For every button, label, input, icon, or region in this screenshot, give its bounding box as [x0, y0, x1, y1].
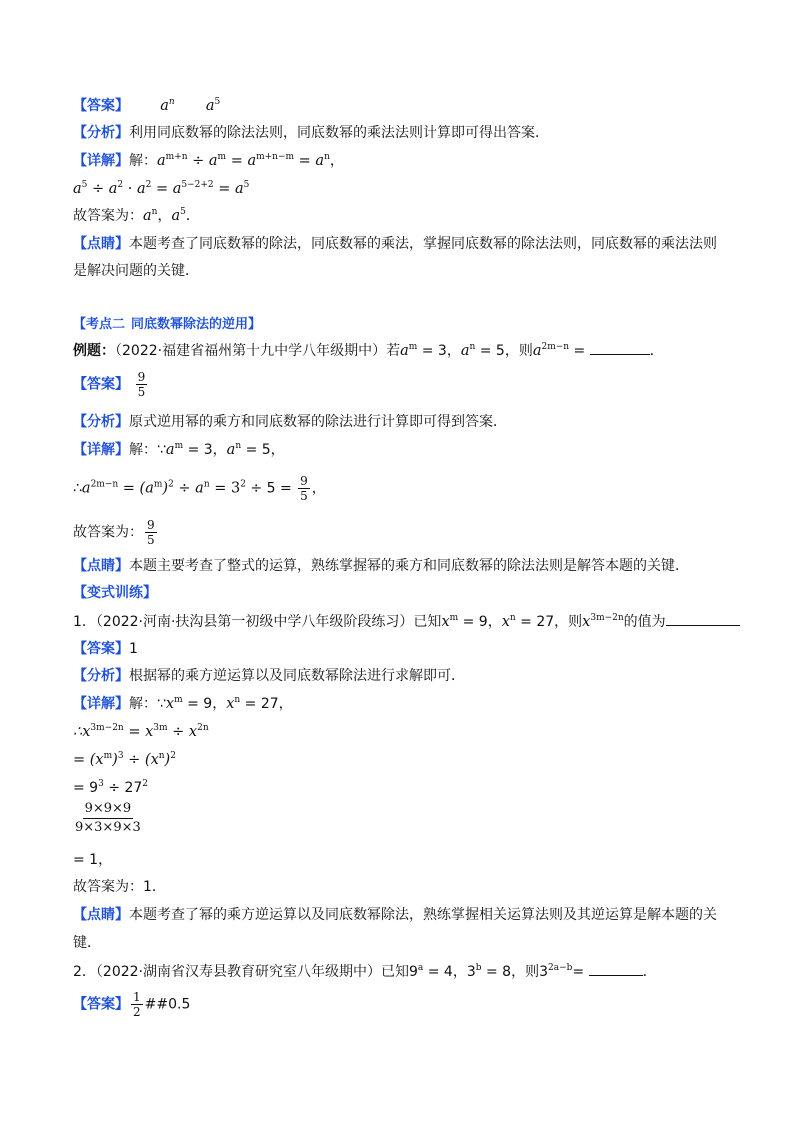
q2-answer-alt: ##0.5 [144, 996, 191, 1013]
sup: 2a−b [548, 963, 573, 973]
expr: = 9， [458, 614, 502, 630]
sup: m [408, 342, 418, 352]
expr: = 5， [241, 442, 285, 458]
expr: = (a [118, 480, 154, 497]
answer-blank [590, 340, 650, 355]
q1-line [73, 611, 740, 632]
expr: 3 [466, 964, 476, 980]
step-4 [73, 800, 143, 837]
sup: m+n−m [256, 152, 295, 162]
sup: 2 [168, 479, 174, 490]
expr: x [441, 614, 450, 630]
expr: a [460, 343, 470, 359]
q2-line [73, 961, 657, 982]
detail-lead: 解：∵ [129, 442, 166, 458]
q1-analysis-line [73, 666, 465, 686]
analysis-tag: 【分析】 [73, 125, 129, 141]
sup: m+n [165, 152, 188, 162]
sup: b [475, 963, 482, 973]
sup: 2m−n [90, 479, 119, 490]
q1-answer-line [73, 639, 138, 659]
denominator: 5 [137, 385, 146, 399]
punct: ， [329, 153, 344, 169]
expr: ÷ a [87, 181, 118, 197]
section-heading-close: 】 [248, 317, 262, 332]
example-line [73, 340, 664, 361]
sup: 5 [81, 180, 88, 190]
expr: ÷ 5 = [245, 480, 297, 497]
expr: = [572, 964, 589, 980]
answer-tag: 【答案】 [73, 996, 129, 1013]
denominator: 9×3×9×3 [75, 820, 141, 835]
expr: = (x [73, 752, 104, 768]
analysis-text: 根据幂的乘方逆运算以及同底数幂除法进行求解即可． [129, 668, 465, 684]
sup: m [174, 441, 184, 451]
comment-text: 是解决问题的关键． [73, 263, 199, 279]
expr: = a [226, 153, 257, 169]
punct: ， [311, 480, 326, 497]
sup: 2 [240, 479, 246, 490]
punct: ． [642, 964, 657, 980]
sup: 2 [142, 779, 149, 789]
punct: ． [649, 343, 664, 359]
expr: x [165, 696, 175, 712]
numerator: 9×9×9 [83, 800, 134, 819]
expr: = 8，则 [481, 964, 540, 980]
expr: a [73, 181, 82, 197]
expr: = [569, 343, 590, 359]
expr: ) [112, 752, 118, 768]
sup: 5−2+2 [181, 180, 214, 190]
section-heading-open: 【考点二 [73, 317, 126, 332]
answer-value-1: a [160, 98, 169, 114]
q1-detail-line [73, 694, 293, 714]
expr: a [157, 153, 166, 169]
section-heading-title: 同底数幂除法的逆用 [131, 317, 249, 332]
sup: 3m [153, 723, 168, 733]
comment-text: 本题主要考查了整式的运算，熟练掌握幂的乘方和同底数幂的除法法则是解答本题的关键． [129, 558, 689, 574]
comment-line-1b [73, 261, 199, 281]
expr: · a [123, 181, 146, 197]
expr: = 4， [423, 964, 467, 980]
answer-tag: 【答案】 [73, 376, 129, 393]
expr: = 3， [417, 343, 461, 359]
sup: n [158, 751, 165, 761]
analysis-tag: 【分析】 [73, 414, 129, 430]
so-answer-label: 故答案为： [73, 208, 143, 224]
detail-line-2 [73, 440, 285, 460]
q2-answer-line [73, 990, 190, 1019]
expr: a [81, 480, 91, 497]
sup: 2 [117, 180, 124, 190]
calc-fraction [298, 474, 310, 503]
comment-line-1 [73, 234, 717, 254]
expr: a [400, 343, 409, 359]
training-heading [73, 583, 157, 603]
answer-value-2: a [205, 98, 215, 114]
expr: = a [151, 181, 182, 197]
calc-line [73, 474, 326, 503]
expr: = 3 [209, 480, 241, 497]
comment-tag: 【点睛】 [73, 907, 129, 923]
comment-tag: 【点睛】 [73, 236, 129, 252]
expr: a [143, 208, 152, 224]
expr: ) [162, 480, 169, 497]
expr: = 9， [182, 696, 227, 712]
analysis-line-2 [73, 412, 507, 432]
equation-line-2 [73, 179, 249, 199]
detail-tag: 【详解】 [73, 442, 129, 458]
sup: 3 [98, 779, 104, 789]
analysis-tag: 【分析】 [73, 668, 129, 684]
sup: m [153, 479, 163, 490]
expr: a [226, 442, 236, 458]
expr: ÷ 27 [103, 780, 143, 796]
expr: = x [123, 724, 154, 740]
expr: = 27， [240, 696, 293, 712]
sup: m [217, 152, 227, 162]
step-1 [73, 722, 209, 742]
sup: n [151, 207, 158, 217]
sup: 5 [180, 207, 186, 217]
expr: a [171, 208, 181, 224]
so-answer-line-2 [73, 518, 159, 547]
so-answer-line-1 [73, 206, 200, 226]
expr: ÷ (x [123, 752, 159, 768]
expr: a [165, 442, 175, 458]
comment-text: 本题考查了幂的乘方逆运算以及同底数幂除法，熟练掌握相关运算法则及其逆运算是解本题的关 [129, 907, 717, 923]
comment-text: 键． [73, 935, 101, 951]
example-source: （2022·福建省福州第十九中学八年级期中）若 [115, 343, 401, 359]
answer-line-1 [73, 96, 220, 116]
expr: x [501, 614, 510, 630]
detail-tag: 【详解】 [73, 696, 129, 712]
detail-lead: 解：∵ [129, 696, 166, 712]
sup: 2n [197, 723, 209, 733]
expr: x [226, 696, 235, 712]
q1-answer: 1 [129, 641, 138, 657]
answer-fraction [136, 370, 148, 399]
analysis-text: 利用同底数幂的除法法则，同底数幂的乘法法则计算即可得出答案． [129, 125, 549, 141]
sup: 5 [243, 180, 250, 190]
answer-blank [666, 611, 740, 626]
detail-tag: 【详解】 [73, 153, 129, 169]
expr: = 27，则 [515, 614, 583, 630]
denominator: 5 [300, 489, 308, 503]
sup: a [417, 963, 424, 973]
expr: = 5，则 [475, 343, 533, 359]
expr: 3 [539, 964, 548, 980]
expr: ∴x [73, 724, 91, 740]
punct: ， [157, 208, 172, 224]
q1-so-line [73, 877, 166, 897]
expr: ÷ a [173, 480, 204, 497]
expr: = a [294, 153, 325, 169]
training-heading-text: 【变式训练】 [73, 585, 157, 601]
sup: n [168, 97, 175, 107]
numerator: 1 [133, 990, 141, 1004]
expr: = 1， [73, 852, 113, 868]
expr: ) [164, 752, 171, 768]
step-5 [73, 850, 112, 870]
sup: n [235, 441, 242, 451]
sup: n [234, 695, 241, 705]
sup: 5 [214, 97, 221, 107]
sup: n [203, 479, 210, 490]
so-answer-fraction [145, 518, 157, 547]
sup: 2m−n [541, 342, 570, 352]
step-2 [73, 750, 176, 770]
section-heading [73, 314, 261, 335]
expr: x [582, 614, 591, 630]
denominator: 5 [147, 533, 155, 547]
q1-comment-line [73, 905, 717, 925]
numerator: 9 [147, 518, 155, 532]
answer-line-2 [73, 370, 149, 399]
expr: ÷ x [167, 724, 198, 740]
analysis-text: 原式逆用幂的乘方和同底数幂的除法进行计算即可得到答案． [129, 414, 507, 430]
therefore: ∴ [73, 480, 82, 497]
detail-line-1 [73, 151, 344, 171]
sup: m [449, 613, 459, 623]
expr: = 9 [73, 780, 99, 796]
numerator: 9 [300, 474, 308, 488]
punct: ． [185, 208, 200, 224]
q2-prefix: 2．（2022·湖南省汉寿县教育研究室八年级期中）已知 [73, 964, 409, 980]
sup: 2 [145, 180, 152, 190]
q1-comment-line-b [73, 933, 101, 953]
sup: m [174, 695, 183, 705]
step-fraction [73, 800, 143, 837]
comment-text: 本题考查了同底数幂的除法，同底数幂的乘法，掌握同底数幂的除法法则，同底数幂的乘法法则 [129, 236, 717, 252]
sup: 3 [117, 751, 124, 761]
expr: 9 [409, 964, 418, 980]
expr: = a [213, 181, 244, 197]
answer-blank [589, 961, 643, 976]
sup: n [509, 613, 516, 623]
q1-prefix: 1．（2022·河南·扶沟县第一初级中学八年级阶段练习）已知 [73, 614, 442, 630]
q2-answer-fraction [131, 990, 143, 1019]
denominator: 2 [133, 1005, 141, 1019]
so-answer-text: 故答案为：1． [73, 879, 166, 895]
sup: n [324, 152, 330, 162]
expr: 的值为 [623, 614, 666, 630]
example-label: 例题： [73, 343, 115, 359]
answer-tag: 【答案】 [73, 98, 129, 114]
sup: 2 [170, 751, 176, 761]
sup: n [469, 342, 476, 352]
detail-lead: 解： [129, 153, 157, 169]
so-answer-label: 故答案为： [73, 524, 143, 541]
expr: ÷ a [187, 153, 218, 169]
comment-tag: 【点睛】 [73, 558, 129, 574]
numerator: 9 [137, 370, 146, 384]
step-3 [73, 778, 148, 798]
expr: a [532, 343, 542, 359]
sup: 3m−2n [90, 723, 124, 733]
expr: = 3， [183, 442, 227, 458]
answer-tag: 【答案】 [73, 641, 129, 657]
analysis-line-1 [73, 123, 549, 143]
sup: m [103, 751, 113, 761]
comment-line-2 [73, 556, 689, 576]
sup: 3m−2n [590, 613, 624, 623]
